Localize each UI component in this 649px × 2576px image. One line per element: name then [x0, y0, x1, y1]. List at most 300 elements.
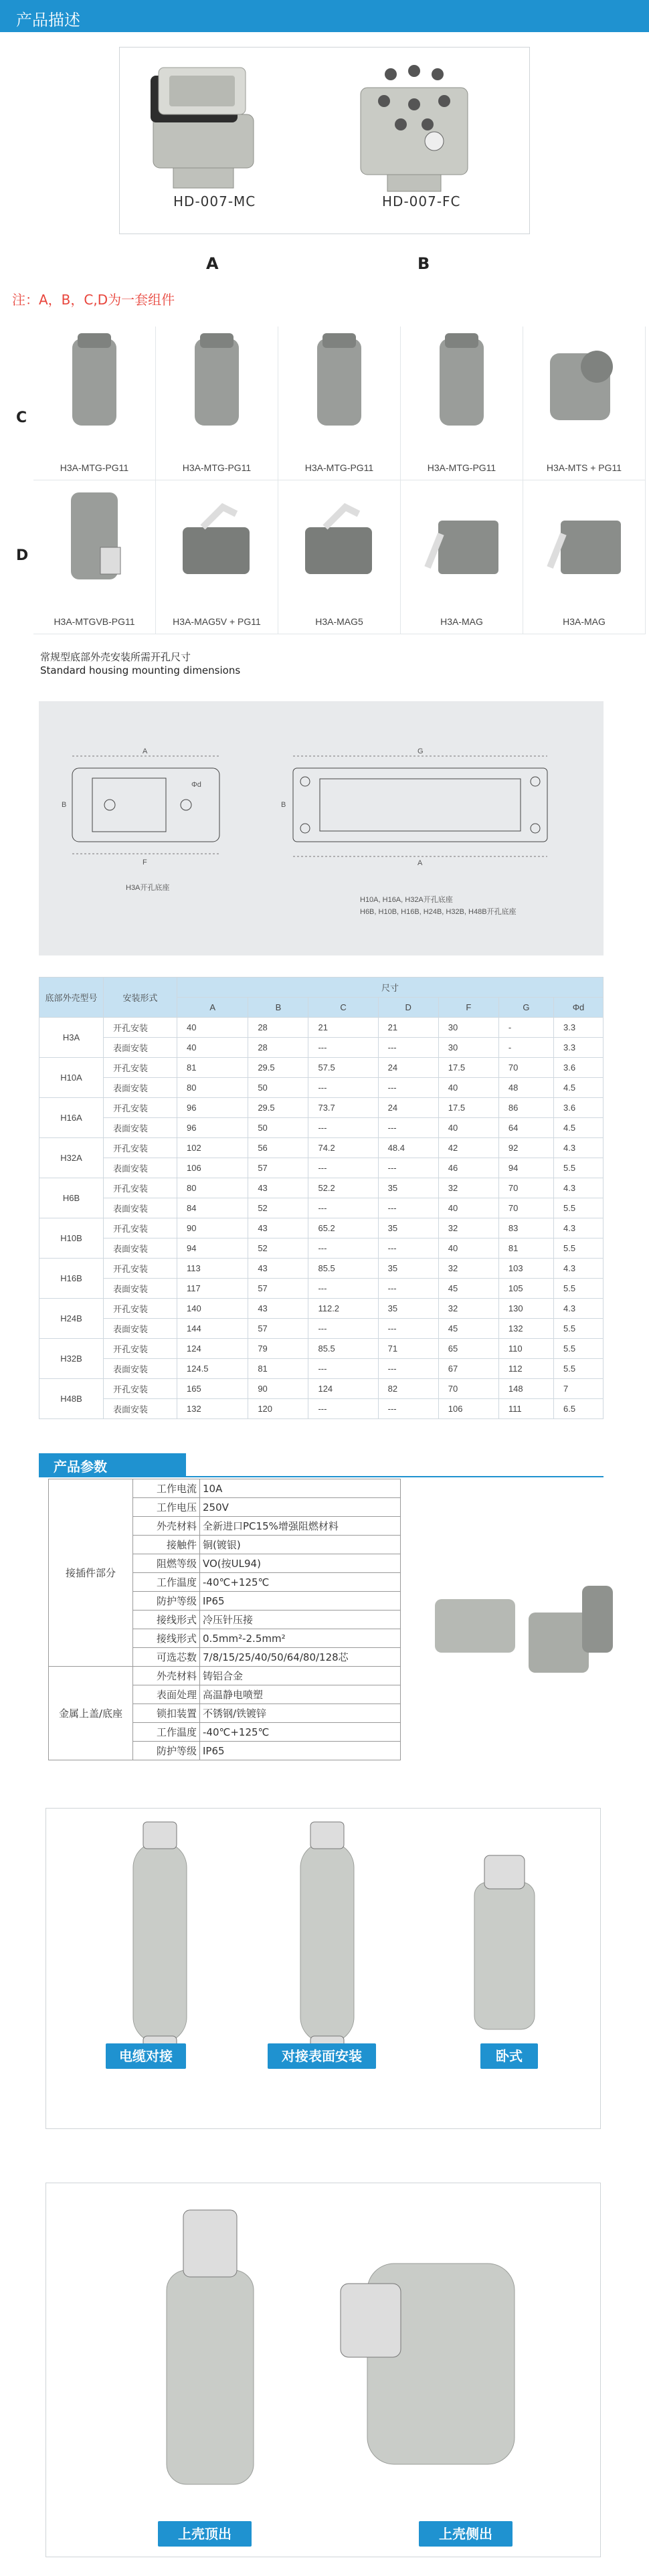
row-value: 86	[498, 1098, 553, 1118]
row-mount: 表面安装	[104, 1359, 177, 1379]
param-key: 接线形式	[133, 1611, 200, 1629]
table-row	[39, 1359, 604, 1379]
row-value: 52	[248, 1238, 308, 1259]
row-value: 110	[498, 1339, 553, 1359]
install-label-side: 上壳侧出	[419, 2521, 513, 2547]
install-label-cable: 电缆对接	[106, 2043, 186, 2069]
housing-illustration	[401, 327, 523, 454]
dim-label-a: A	[143, 747, 148, 755]
row-mount: 表面安装	[104, 1158, 177, 1178]
row-value: 32	[438, 1259, 498, 1279]
insert-a-model: HD-007-MC	[173, 193, 256, 209]
row-value: 56	[248, 1138, 308, 1158]
row-value: 4.3	[553, 1259, 603, 1279]
housing-card	[278, 480, 401, 634]
insert-b-letter: B	[418, 254, 430, 273]
row-value: 67	[438, 1359, 498, 1379]
row-value: 45	[438, 1279, 498, 1299]
param-key: 外壳材料	[133, 1517, 200, 1536]
row-type: H10B	[39, 1218, 104, 1259]
row-mount: 开孔安装	[104, 1299, 177, 1319]
param-value: IP65	[200, 1592, 401, 1611]
housing-caption: H3A-MTGVB-PG11	[54, 616, 135, 627]
param-value: 不锈钢/铁镀锌	[200, 1704, 401, 1723]
row-value: 32	[438, 1299, 498, 1319]
table-row	[39, 1238, 604, 1259]
param-value: IP65	[200, 1742, 401, 1760]
housing-card	[278, 327, 401, 480]
row-value: 3.3	[553, 1038, 603, 1058]
row-value: 43	[248, 1259, 308, 1279]
row-value: 85.5	[308, 1339, 378, 1359]
row-value: ---	[378, 1359, 438, 1379]
dim-label-phi: Φd	[191, 781, 201, 789]
table-row	[39, 1158, 604, 1178]
row-value: 28	[248, 1038, 308, 1058]
row-type: H32B	[39, 1339, 104, 1379]
row-value: ---	[308, 1038, 378, 1058]
install-label-surface: 对接表面安装	[268, 2043, 376, 2069]
param-value: 0.5mm²-2.5mm²	[200, 1629, 401, 1648]
dim-label-b: B	[62, 801, 67, 809]
row-value: 124	[308, 1379, 378, 1399]
param-key: 阻燃等级	[133, 1554, 200, 1573]
param-row	[49, 1479, 401, 1498]
row-value: 48.4	[378, 1138, 438, 1158]
row-value: 144	[177, 1319, 248, 1339]
row-value: 40	[438, 1118, 498, 1138]
housing-card	[33, 327, 156, 480]
row-value: 35	[378, 1259, 438, 1279]
installation-illustration-2	[46, 2183, 601, 2558]
table-row	[39, 1078, 604, 1098]
housing-card	[523, 480, 646, 634]
row-value: ---	[308, 1118, 378, 1138]
row-value: 17.5	[438, 1098, 498, 1118]
th-col: C	[308, 998, 378, 1018]
param-key: 可选芯数	[133, 1648, 200, 1667]
row-value: 70	[498, 1178, 553, 1198]
th-col: F	[438, 998, 498, 1018]
row-value: 106	[177, 1158, 248, 1178]
housing-caption: H3A-MAG	[440, 616, 483, 627]
row-value: 5.5	[553, 1359, 603, 1379]
row-mount: 开孔安装	[104, 1218, 177, 1238]
row-mount: 开孔安装	[104, 1379, 177, 1399]
row-value: 80	[177, 1178, 248, 1198]
housing-illustration	[156, 480, 278, 608]
table-row	[39, 1379, 604, 1399]
params-title: 产品参数	[39, 1453, 186, 1476]
dim-label-g: G	[418, 747, 424, 755]
row-value: ---	[308, 1359, 378, 1379]
param-row	[49, 1667, 401, 1685]
param-key: 接触件	[133, 1536, 200, 1554]
row-value: 32	[438, 1218, 498, 1238]
row-value: 29.5	[248, 1098, 308, 1118]
table-row	[39, 1218, 604, 1238]
row-value: 40	[438, 1198, 498, 1218]
param-key: 锁扣装置	[133, 1704, 200, 1723]
row-value: 43	[248, 1218, 308, 1238]
row-value: 74.2	[308, 1138, 378, 1158]
param-key: 工作温度	[133, 1573, 200, 1592]
row-value: 90	[177, 1218, 248, 1238]
row-value: 83	[498, 1218, 553, 1238]
param-value: 冷压针压接	[200, 1611, 401, 1629]
param-key: 外壳材料	[133, 1667, 200, 1685]
row-value: 4.3	[553, 1178, 603, 1198]
housing-illustration	[33, 327, 155, 454]
row-value: 90	[248, 1379, 308, 1399]
row-value: 4.5	[553, 1118, 603, 1138]
installation-panel-1	[45, 1808, 601, 2129]
dim-label-b2: B	[281, 801, 286, 809]
row-type: H32A	[39, 1138, 104, 1178]
row-value: 43	[248, 1178, 308, 1198]
housing-illustration	[278, 480, 400, 608]
mounting-drawing	[39, 701, 604, 955]
row-type: H10A	[39, 1058, 104, 1098]
housing-caption: H3A-MTG-PG11	[427, 462, 496, 473]
housing-card	[523, 327, 646, 480]
row-value: 48	[498, 1078, 553, 1098]
row-mount: 开孔安装	[104, 1339, 177, 1359]
param-value: 7/8/15/25/40/50/64/80/128芯	[200, 1648, 401, 1667]
row-label-d: D	[16, 547, 29, 564]
row-value: 111	[498, 1399, 553, 1419]
row-value: 30	[438, 1038, 498, 1058]
row-value: 4.3	[553, 1138, 603, 1158]
row-type: H16B	[39, 1259, 104, 1299]
row-value: 130	[498, 1299, 553, 1319]
insert-a-letter: A	[206, 254, 219, 273]
table-row	[39, 1178, 604, 1198]
row-mount: 开孔安装	[104, 1098, 177, 1118]
row-value: ---	[308, 1399, 378, 1419]
row-type: H6B	[39, 1178, 104, 1218]
row-value: 32	[438, 1178, 498, 1198]
row-value: 50	[248, 1078, 308, 1098]
row-value: ---	[378, 1238, 438, 1259]
row-value: 40	[177, 1018, 248, 1038]
param-group: 接插件部分	[49, 1479, 133, 1667]
row-value: 35	[378, 1299, 438, 1319]
row-value: 81	[498, 1238, 553, 1259]
row-type: H48B	[39, 1379, 104, 1419]
th-size: 尺寸	[177, 978, 604, 998]
row-value: 65.2	[308, 1218, 378, 1238]
housing-caption: H3A-MTS + PG11	[546, 462, 622, 473]
row-type: H16A	[39, 1098, 104, 1138]
install-label-top: 上壳顶出	[158, 2521, 252, 2547]
section-title: 产品描述	[16, 11, 80, 29]
param-value: VO(按UL94)	[200, 1554, 401, 1573]
row-mount: 表面安装	[104, 1319, 177, 1339]
row-value: 102	[177, 1138, 248, 1158]
row-value: 5.5	[553, 1198, 603, 1218]
set-note: 注：A，B，C,D为一套组件	[12, 292, 175, 308]
row-value: 96	[177, 1118, 248, 1138]
row-value: 80	[177, 1078, 248, 1098]
mounting-drawing-svg	[39, 701, 604, 955]
row-value: 113	[177, 1259, 248, 1279]
housing-card	[401, 327, 523, 480]
param-value: 铸铝合金	[200, 1667, 401, 1685]
row-value: 17.5	[438, 1058, 498, 1078]
row-value: 21	[378, 1018, 438, 1038]
row-value: 57.5	[308, 1058, 378, 1078]
row-value: 5.5	[553, 1319, 603, 1339]
housing-illustration	[523, 327, 645, 454]
right-caption-2: H6B, H10B, H16B, H24B, H32B, H48B开孔底座	[360, 908, 517, 916]
th-col: D	[378, 998, 438, 1018]
row-value: 70	[498, 1198, 553, 1218]
housing-card	[33, 480, 156, 634]
row-value: 35	[378, 1218, 438, 1238]
row-value: 105	[498, 1279, 553, 1299]
left-caption: H3A开孔底座	[126, 884, 170, 892]
row-mount: 表面安装	[104, 1078, 177, 1098]
row-value: 132	[177, 1399, 248, 1419]
row-value: 40	[438, 1238, 498, 1259]
row-value: 117	[177, 1279, 248, 1299]
row-mount: 表面安装	[104, 1279, 177, 1299]
row-value: 64	[498, 1118, 553, 1138]
mounting-title-en: Standard housing mounting dimensions	[40, 664, 241, 676]
row-value: ---	[378, 1198, 438, 1218]
housing-illustration	[523, 480, 645, 608]
housing-illustration	[156, 327, 278, 454]
table-row	[39, 1339, 604, 1359]
row-value: 94	[177, 1238, 248, 1259]
row-value: 92	[498, 1138, 553, 1158]
row-value: 124.5	[177, 1359, 248, 1379]
housing-card	[156, 327, 278, 480]
row-label-c: C	[16, 409, 27, 426]
row-value: -	[498, 1038, 553, 1058]
row-value: 57	[248, 1158, 308, 1178]
table-row	[39, 1198, 604, 1218]
table-row	[39, 1118, 604, 1138]
row-value: 81	[248, 1359, 308, 1379]
param-group: 金属上盖/底座	[49, 1667, 133, 1760]
th-col: Φd	[553, 998, 603, 1018]
table-row	[39, 1098, 604, 1118]
housing-caption: H3A-MTG-PG11	[304, 462, 374, 473]
row-mount: 开孔安装	[104, 1178, 177, 1198]
row-value: 4.5	[553, 1078, 603, 1098]
param-key: 防护等级	[133, 1592, 200, 1611]
housing-caption: H3A-MTG-PG11	[60, 462, 129, 473]
row-value: 52	[248, 1198, 308, 1218]
table-row	[39, 1299, 604, 1319]
row-value: 52.2	[308, 1178, 378, 1198]
row-value: 5.5	[553, 1158, 603, 1178]
housing-caption: H3A-MAG	[563, 616, 606, 627]
connector-inserts-panel	[119, 47, 530, 234]
row-value: ---	[378, 1279, 438, 1299]
row-value: 73.7	[308, 1098, 378, 1118]
row-value: 50	[248, 1118, 308, 1138]
housing-caption: H3A-MTG-PG11	[182, 462, 252, 473]
table-row	[39, 1259, 604, 1279]
row-value: 70	[438, 1379, 498, 1399]
row-value: 40	[438, 1078, 498, 1098]
housing-card	[401, 480, 523, 634]
row-value: 70	[498, 1058, 553, 1078]
row-value: ---	[378, 1319, 438, 1339]
row-value: 5.5	[553, 1279, 603, 1299]
param-key: 接线形式	[133, 1629, 200, 1648]
param-value: 10A	[200, 1479, 401, 1498]
row-mount: 表面安装	[104, 1038, 177, 1058]
row-value: 29.5	[248, 1058, 308, 1078]
row-type: H3A	[39, 1018, 104, 1058]
table-row	[39, 1038, 604, 1058]
row-value: 43	[248, 1299, 308, 1319]
row-value: ---	[308, 1279, 378, 1299]
row-value: 57	[248, 1279, 308, 1299]
params-product-illustration	[428, 1572, 629, 1720]
row-value: 132	[498, 1319, 553, 1339]
row-value: 94	[498, 1158, 553, 1178]
row-value: 6.5	[553, 1399, 603, 1419]
row-mount: 表面安装	[104, 1399, 177, 1419]
row-value: 57	[248, 1319, 308, 1339]
row-value: 24	[378, 1058, 438, 1078]
mounting-title	[40, 650, 240, 677]
row-value: ---	[308, 1238, 378, 1259]
row-value: 85.5	[308, 1259, 378, 1279]
row-value: ---	[308, 1158, 378, 1178]
row-value: 7	[553, 1379, 603, 1399]
housing-caption: H3A-MAG5	[315, 616, 363, 627]
row-value: 65	[438, 1339, 498, 1359]
param-key: 工作温度	[133, 1723, 200, 1742]
housing-card	[156, 480, 278, 634]
row-value: ---	[378, 1078, 438, 1098]
th-col: B	[248, 998, 308, 1018]
params-title-rule	[39, 1476, 604, 1477]
row-value: 124	[177, 1339, 248, 1359]
row-value: 45	[438, 1319, 498, 1339]
table-row	[39, 1058, 604, 1078]
row-value: ---	[308, 1198, 378, 1218]
th-col: G	[498, 998, 553, 1018]
housing-illustration	[401, 480, 523, 608]
row-value: 82	[378, 1379, 438, 1399]
row-value: 4.3	[553, 1218, 603, 1238]
params-table	[48, 1479, 401, 1760]
th-col: A	[177, 998, 248, 1018]
row-value: 3.6	[553, 1098, 603, 1118]
mounting-title-cn: 常规型底部外壳安装所需开孔尺寸	[40, 651, 191, 663]
table-row	[39, 1319, 604, 1339]
param-value: -40℃+125℃	[200, 1723, 401, 1742]
row-mount: 开孔安装	[104, 1018, 177, 1038]
row-value: 71	[378, 1339, 438, 1359]
row-value: 103	[498, 1259, 553, 1279]
row-value: 148	[498, 1379, 553, 1399]
housing-illustration	[33, 480, 155, 608]
row-value: 3.6	[553, 1058, 603, 1078]
row-value: 4.3	[553, 1299, 603, 1319]
row-value: ---	[378, 1158, 438, 1178]
row-mount: 开孔安装	[104, 1259, 177, 1279]
install-label-horizontal: 卧式	[480, 2043, 538, 2069]
param-value: 铜(镀银)	[200, 1536, 401, 1554]
section-header	[0, 0, 649, 32]
param-key: 工作电流	[133, 1479, 200, 1498]
dim-label-a2: A	[418, 859, 423, 867]
row-type: H24B	[39, 1299, 104, 1339]
row-value: 165	[177, 1379, 248, 1399]
table-row	[39, 1399, 604, 1419]
row-value: 112	[498, 1359, 553, 1379]
row-value: 106	[438, 1399, 498, 1419]
dimension-table	[39, 977, 604, 1419]
row-value: ---	[308, 1078, 378, 1098]
row-mount: 表面安装	[104, 1238, 177, 1259]
row-value: 46	[438, 1158, 498, 1178]
row-value: 35	[378, 1178, 438, 1198]
row-value: 5.5	[553, 1238, 603, 1259]
row-value: 28	[248, 1018, 308, 1038]
row-mount: 表面安装	[104, 1198, 177, 1218]
row-value: ---	[378, 1399, 438, 1419]
row-value: 5.5	[553, 1339, 603, 1359]
row-value: 3.3	[553, 1018, 603, 1038]
row-value: 24	[378, 1098, 438, 1118]
installation-panel-2	[45, 2183, 601, 2557]
row-value: 30	[438, 1018, 498, 1038]
housing-caption: H3A-MAG5V + PG11	[173, 616, 261, 627]
dim-label-f: F	[143, 858, 147, 866]
param-key: 工作电压	[133, 1498, 200, 1517]
row-value: 120	[248, 1399, 308, 1419]
row-value: 84	[177, 1198, 248, 1218]
row-mount: 开孔安装	[104, 1058, 177, 1078]
th-mount: 安装形式	[104, 978, 177, 1018]
row-value: ---	[378, 1118, 438, 1138]
param-key: 防护等级	[133, 1742, 200, 1760]
table-row	[39, 1138, 604, 1158]
param-value: 高温静电喷塑	[200, 1685, 401, 1704]
installation-illustration-1	[46, 1809, 601, 2130]
table-row	[39, 1018, 604, 1038]
right-caption-1: H10A, H16A, H32A开孔底座	[360, 896, 453, 904]
row-value: 42	[438, 1138, 498, 1158]
table-row	[39, 1279, 604, 1299]
row-value: -	[498, 1018, 553, 1038]
param-value: 全新进口PC15%增强阻燃材料	[200, 1517, 401, 1536]
row-value: 79	[248, 1339, 308, 1359]
row-value: 96	[177, 1098, 248, 1118]
th-type: 底部外壳型号	[39, 978, 104, 1018]
param-value: -40℃+125℃	[200, 1573, 401, 1592]
row-mount: 开孔安装	[104, 1138, 177, 1158]
param-key: 表面处理	[133, 1685, 200, 1704]
row-value: 140	[177, 1299, 248, 1319]
housing-grid	[33, 327, 645, 634]
param-value: 250V	[200, 1498, 401, 1517]
row-value: ---	[308, 1319, 378, 1339]
row-value: 81	[177, 1058, 248, 1078]
housing-illustration	[278, 327, 400, 454]
row-value: 40	[177, 1038, 248, 1058]
row-mount: 表面安装	[104, 1118, 177, 1138]
